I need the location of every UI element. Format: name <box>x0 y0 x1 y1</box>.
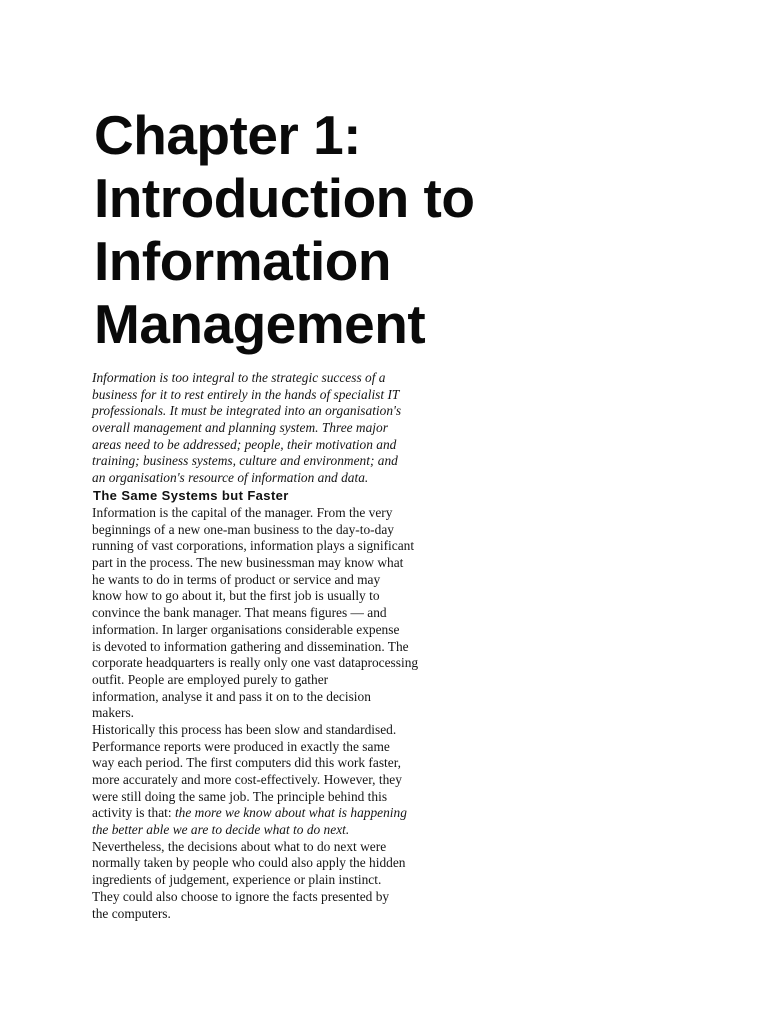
principle-emphasis: the more we know about what is happening <box>174 805 407 821</box>
body-line: beginnings of a new one-man business to the day-to-day <box>92 521 394 537</box>
body-line: way each period. The first computers did this work faster, <box>92 755 401 771</box>
principle-emphasis-line: the better able we are to decide what to do next. <box>92 822 350 838</box>
body-line: makers. <box>92 705 135 721</box>
body-line: is devoted to information gathering and dissemination. The <box>92 638 409 654</box>
body-line: running of vast corporations, information plays a significant <box>92 538 415 554</box>
chapter-title-line: Introduction to <box>94 167 475 229</box>
body-line: information. In larger organisations considerable expense <box>92 621 400 637</box>
body-line: Information is the capital of the manager. From the very <box>92 505 393 520</box>
abstract-line: professionals. It must be integrated into an organisation's <box>92 403 402 419</box>
section-heading: The Same Systems but Faster <box>93 488 289 503</box>
abstract-line: an organisation's resource of information and data. <box>92 470 369 486</box>
body-line: more accurately and more cost-effectively. However, they <box>92 772 402 787</box>
body-line: the computers. <box>92 905 171 921</box>
abstract-line: business for it to rest entirely in the hands of specialist IT <box>92 386 400 402</box>
chapter-abstract <box>92 370 532 487</box>
body-line: information, analyse it and pass it on to the decision <box>92 688 371 704</box>
chapter-title-line: Management <box>94 293 426 355</box>
body-line-principle <box>92 805 532 822</box>
body-line: were still doing the same job. The principle behind this <box>92 788 388 804</box>
abstract-line: training; business systems, culture and environment; and <box>92 453 398 469</box>
chapter-title <box>94 104 734 356</box>
body-line: Performance reports were produced in exactly the same <box>92 738 390 754</box>
abstract-line: Information is too integral to the strategic success of a <box>92 370 386 385</box>
body-line: convince the bank manager. That means figures — and <box>92 605 387 621</box>
body-line: Historically this process has been slow and standardised. <box>92 721 397 737</box>
body-line: know how to go about it, but the first job is usually to <box>92 588 380 604</box>
body-line: outfit. People are employed purely to gather <box>92 671 329 687</box>
body-line: corporate headquarters is really only one vast dataprocessing <box>92 655 419 671</box>
chapter-title-line: Information <box>94 230 391 292</box>
body-line: ingredients of judgement, experience or plain instinct. <box>92 872 382 888</box>
body-line: They could also choose to ignore the facts presented by <box>92 888 390 904</box>
body-line: part in the process. The new businessman may know what <box>92 555 404 571</box>
principle-intro: activity is that: <box>92 805 175 821</box>
abstract-line: areas need to be addressed; people, their motivation and <box>92 436 397 452</box>
body-line: Nevertheless, the decisions about what to do next were <box>92 838 387 854</box>
abstract-line: overall management and planning system. Three major <box>92 420 388 436</box>
chapter-title-line: Chapter 1: <box>94 104 361 166</box>
body-line: normally taken by people who could also apply the hidden <box>92 855 406 871</box>
body-line: he wants to do in terms of product or service and may <box>92 571 381 587</box>
section-body <box>92 505 532 922</box>
